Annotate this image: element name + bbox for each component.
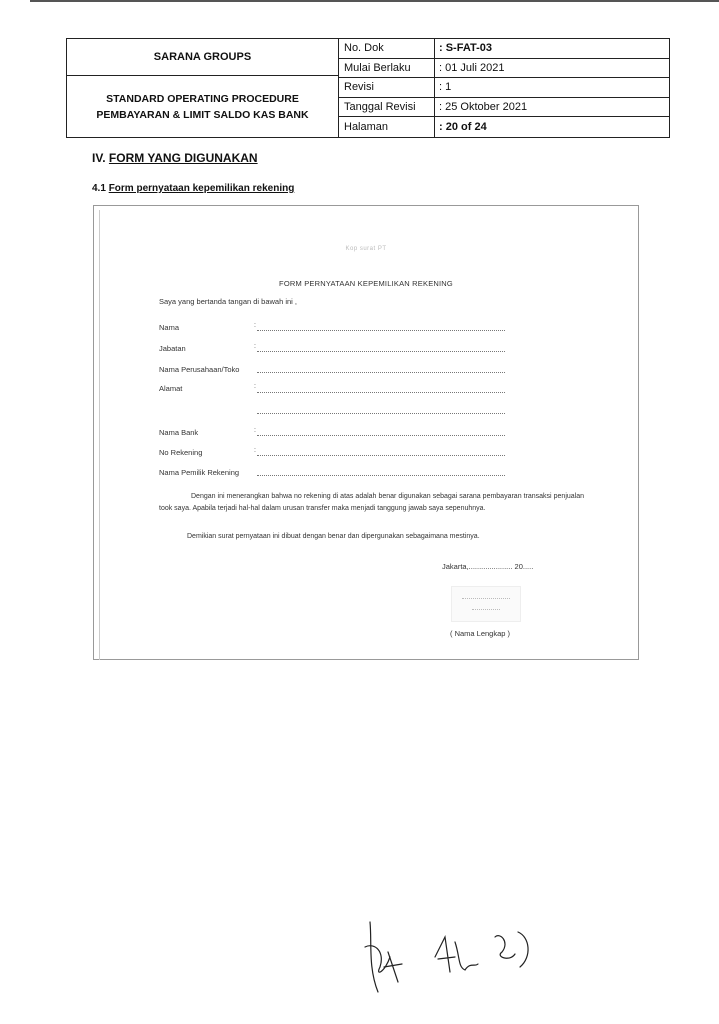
sop-title-line-1: STANDARD OPERATING PROCEDURE — [106, 93, 299, 105]
form-intro: Saya yang bertanda tangan di bawah ini , — [159, 297, 298, 306]
field-colon: : — [254, 343, 256, 350]
field-label-jabatan: Jabatan — [159, 344, 186, 353]
field-label-nama: Nama — [159, 323, 180, 332]
header-meta-rows — [339, 39, 669, 137]
kop-surat-placeholder: Kop surat PT — [345, 246, 387, 252]
initials-signatures — [360, 912, 560, 997]
field-colon: : — [254, 383, 256, 390]
statement-paragraph: Dengan ini menerangkan bahwa no rekening di atas adalah benar digunakan sebagai sarana pembayaran transaksi penjualan took saya. Apabila terjadi hal-hal dalam urusan transfer maka menjadi tanggung jawab saya sepenuhnya. — [159, 493, 584, 512]
subsection-number: 4.1 — [92, 183, 106, 194]
meta-value: : S-FAT-03 — [439, 42, 492, 55]
sop-title — [67, 76, 338, 138]
meta-value: : 01 Juli 2021 — [439, 61, 505, 74]
field-line-pemilik-rekening — [257, 475, 505, 476]
signature-stamp-area — [451, 586, 521, 622]
document-header-table — [66, 38, 670, 138]
company-name: SARANA GROUPS — [67, 39, 338, 76]
field-label-alamat: Alamat — [159, 384, 183, 393]
section-number: IV. — [92, 151, 106, 165]
place-date: Jakarta,..................... 20..... — [442, 562, 534, 571]
field-line-alamat-2 — [257, 413, 505, 414]
meta-row-tanggal-revisi — [339, 98, 669, 118]
field-colon: : — [254, 427, 256, 434]
meta-row-revisi — [339, 78, 669, 98]
field-colon: : — [254, 447, 256, 454]
meta-value: : 1 — [439, 81, 452, 94]
field-line-nama — [257, 330, 505, 331]
field-label-pemilik-rekening: Nama Pemilik Rekening — [159, 468, 240, 477]
top-rule — [30, 0, 719, 2]
meta-label: Mulai Berlaku — [339, 59, 435, 78]
header-left — [67, 39, 339, 137]
form-title: FORM PERNYATAAN KEPEMILIKAN REKENING — [279, 279, 453, 288]
scan-edge-line — [99, 210, 100, 660]
meta-label: Revisi — [339, 78, 435, 97]
meta-row-no-dok — [339, 39, 669, 59]
subsection-heading — [92, 183, 294, 194]
closing-paragraph: Demikian surat pernyataan ini dibuat dengan benar dan dipergunakan sebagaimana mestinya. — [187, 533, 480, 540]
meta-row-halaman — [339, 117, 669, 137]
meta-label: Tanggal Revisi — [339, 98, 435, 117]
field-label-nama-bank: Nama Bank — [159, 428, 199, 437]
field-line-jabatan — [257, 351, 505, 352]
meta-value: : 20 of 24 — [439, 121, 487, 134]
field-label-perusahaan: Nama Perusahaan/Toko — [159, 365, 240, 374]
field-line-nama-bank — [257, 435, 505, 436]
subsection-title: Form pernyataan kepemilikan rekening — [108, 183, 295, 194]
form-scan — [93, 205, 639, 660]
meta-label: No. Dok — [339, 39, 435, 58]
sop-title-line-2: PEMBAYARAN & LIMIT SALDO KAS BANK — [96, 109, 309, 121]
meta-row-mulai-berlaku — [339, 59, 669, 79]
field-line-no-rekening — [257, 455, 505, 456]
full-name-line: ( Nama Lengkap ) — [450, 629, 511, 638]
field-line-perusahaan — [257, 372, 505, 373]
field-line-alamat-1 — [257, 392, 505, 393]
field-colon: : — [254, 322, 256, 329]
meta-label: Halaman — [339, 117, 435, 137]
section-heading — [92, 151, 258, 165]
meta-value: : 25 Oktober 2021 — [439, 101, 528, 114]
section-title: FORM YANG DIGUNAKAN — [108, 151, 258, 165]
field-label-no-rekening: No Rekening — [159, 448, 203, 457]
